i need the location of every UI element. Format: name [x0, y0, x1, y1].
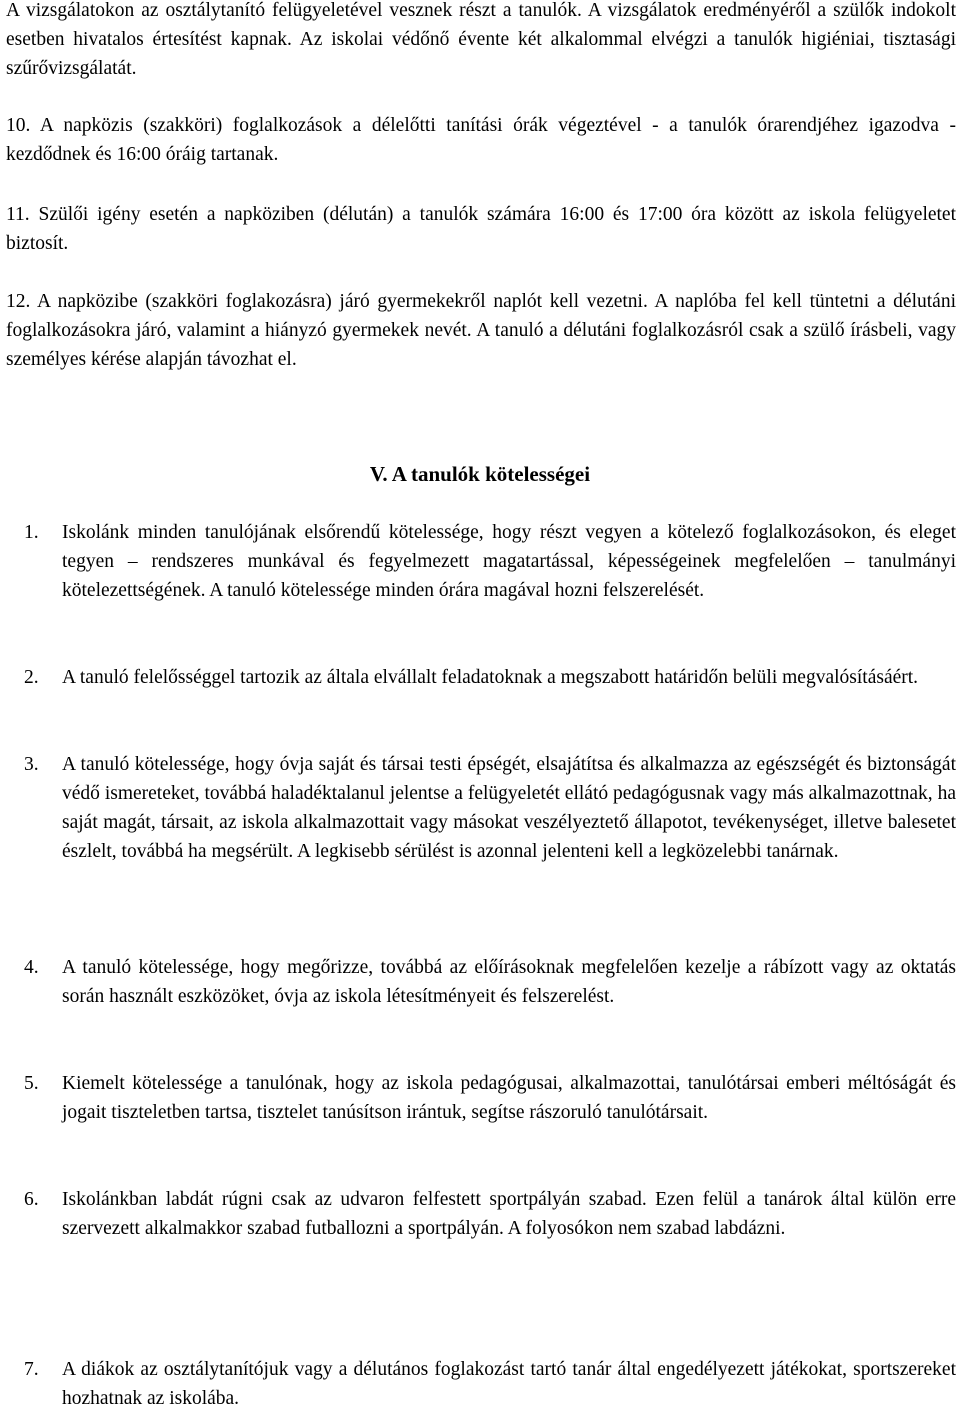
list-item-10	[6, 111, 956, 169]
item-number: 6.	[24, 1189, 39, 1210]
intro-paragraph	[6, 0, 956, 83]
list-item-6	[24, 1185, 956, 1243]
item-number: 12.	[6, 291, 31, 312]
list-item-11	[6, 200, 956, 258]
item-text: Szülői igény esetén a napköziben (délután) a tanulók számára 16:00 és 17:00 óra között az iskola felügyeletet biztosít.	[6, 204, 957, 254]
item-number: 7.	[24, 1359, 39, 1380]
section-heading: V. A tanulók kötelességei	[369, 462, 591, 486]
item-number: 4.	[24, 957, 39, 978]
item-text: A tanuló felelősséggel tartozik az általa elvállalt feladatoknak a megszabott határidőn belüli megvalósításáért.	[62, 667, 919, 688]
list-item-3	[24, 750, 956, 866]
item-number: 2.	[24, 667, 39, 688]
intro-text: A vizsgálatokon az osztálytanító felügyeletével vesznek részt a tanulók. A vizsgálatok eredményéről a szülők indokolt esetben hivatalos értesítést kapnak. Az iskolai védőnő évente két alkalommal elvégzi a tanulók higiéniai, tisztasági szűrővizsgálatát.	[6, 0, 956, 79]
item-number: 5.	[24, 1073, 39, 1094]
list-item-2	[24, 663, 956, 692]
list-item-12	[6, 287, 956, 374]
item-number: 3.	[24, 754, 39, 775]
item-number: 10.	[6, 115, 31, 136]
item-number: 11.	[6, 204, 30, 225]
list-item-7	[24, 1355, 956, 1413]
item-text: A tanuló kötelessége, hogy megőrizze, továbbá az előírásoknak megfelelően kezelje a rábízott vagy az oktatás során használt eszközöket, óvja az iskola létesítményeit és felszerelést.	[62, 957, 956, 1007]
item-text: A napközibe (szakköri foglakozásra) járó gyermekekről naplót kell vezetni. A naplóba fel kell tüntetni a délutáni foglalkozásokra járó, valamint a hiányzó gyermekek nevét. A tanuló a délutáni foglalkozásról csak a szülő írásbeli, vagy személyes kérése alapján távozhat el.	[6, 291, 956, 370]
item-text: A napközis (szakköri) foglalkozások a délelőtti tanítási órák végeztével - a tanulók órarendjéhez igazodva - kezdődnek és 16:00 óráig tartanak.	[6, 115, 956, 165]
item-text: Iskolánk minden tanulójának elsőrendű kötelessége, hogy részt vegyen a kötelező foglalkozásokon, és eleget tegyen – rendszeres munkával és fegyelmezett magatartással, képességeinek megfelelően – tanulmányi kötelezettségének. A tanuló kötelessége minden órára magával hozni felszerelését.	[62, 522, 956, 601]
list-item-5	[24, 1069, 956, 1127]
item-text: A diákok az osztálytanítójuk vagy a délutános foglakozást tartó tanár által engedélyezett játékokat, sportszereket hozhatnak az iskolába.	[62, 1359, 956, 1409]
list-item-4	[24, 953, 956, 1011]
item-text: A tanuló kötelessége, hogy óvja saját és társai testi épségét, elsajátítsa és alkalmazza az egészségét és biztonságát védő ismereteket, továbbá haladéktalanul jelentse a felügyeletét ellátó pedagógusnak vagy más alkalmazottnak, ha saját magát, társait, az iskola alkalmazottait vagy másokat veszélyeztető állapotot, tevékenységet, illetve balesetet észlelt, továbbá ha megsérült. A legkisebb sérülést is azonnal jelenteni kell a legközelebbi tanárnak.	[62, 754, 956, 862]
item-text: Iskolánkban labdát rúgni csak az udvaron felfestett sportpályán szabad. Ezen felül a tanárok által külön erre szervezett alkalmakkor szabad futballozni a sportpályán. A folyosókon nem szabad labdázni.	[62, 1189, 956, 1239]
item-text: Kiemelt kötelessége a tanulónak, hogy az iskola pedagógusai, alkalmazottai, tanulótársai emberi méltóságát és jogait tiszteletben tartsa, tisztelet tanúsítson irántuk, segítse rászoruló tanulótársait.	[62, 1073, 956, 1123]
list-item-1	[24, 518, 956, 605]
item-number: 1.	[24, 522, 39, 543]
